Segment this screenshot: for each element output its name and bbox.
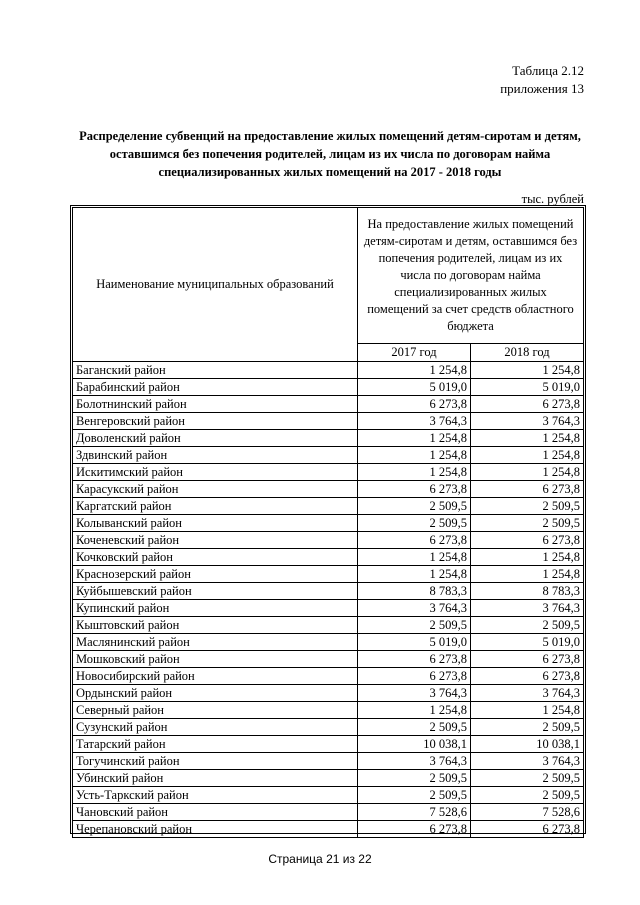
municipality-name-cell: Колыванский район bbox=[73, 515, 358, 532]
municipality-name-cell: Купинский район bbox=[73, 600, 358, 617]
table-row bbox=[73, 396, 584, 413]
municipality-name-cell: Краснозерский район bbox=[73, 566, 358, 583]
table-row bbox=[73, 736, 584, 753]
value-2018-cell: 1 254,8 bbox=[471, 549, 584, 566]
value-2018-cell: 6 273,8 bbox=[471, 532, 584, 549]
value-2018-cell: 3 764,3 bbox=[471, 753, 584, 770]
value-2018-cell: 2 509,5 bbox=[471, 770, 584, 787]
subvention-column-header: На предоставление жилых помещений детям-сиротам и детям, оставшимся без попечения родителей, лицам из их числа по договорам найма специализированных жилых помещений за счет средств областного бюджета bbox=[358, 208, 584, 344]
value-2017-cell: 1 254,8 bbox=[358, 430, 471, 447]
value-2018-cell: 6 273,8 bbox=[471, 668, 584, 685]
municipality-name-cell: Новосибирский район bbox=[73, 668, 358, 685]
value-2018-cell: 2 509,5 bbox=[471, 617, 584, 634]
municipality-column-header: Наименование муниципальных образований bbox=[73, 208, 358, 362]
table-row bbox=[73, 464, 584, 481]
page-footer: Страница 21 из 22 bbox=[268, 852, 372, 866]
value-2018-cell: 1 254,8 bbox=[471, 447, 584, 464]
value-2018-cell: 6 273,8 bbox=[471, 481, 584, 498]
table-row bbox=[73, 617, 584, 634]
table-row bbox=[73, 447, 584, 464]
value-2018-cell: 5 019,0 bbox=[471, 379, 584, 396]
municipality-name-cell: Северный район bbox=[73, 702, 358, 719]
table-body bbox=[73, 362, 584, 838]
municipality-name-cell: Кочковский район bbox=[73, 549, 358, 566]
table-row bbox=[73, 549, 584, 566]
value-2017-cell: 6 273,8 bbox=[358, 481, 471, 498]
table-row bbox=[73, 362, 584, 379]
municipality-name-cell: Черепановский район bbox=[73, 821, 358, 838]
municipality-name-cell: Болотнинский район bbox=[73, 396, 358, 413]
value-2018-cell: 1 254,8 bbox=[471, 464, 584, 481]
municipality-name-cell: Куйбышевский район bbox=[73, 583, 358, 600]
value-2018-cell: 6 273,8 bbox=[471, 396, 584, 413]
table-row bbox=[73, 532, 584, 549]
table-row bbox=[73, 804, 584, 821]
municipality-name-cell: Коченевский район bbox=[73, 532, 358, 549]
municipality-name-cell: Искитимский район bbox=[73, 464, 358, 481]
value-2017-cell: 3 764,3 bbox=[358, 685, 471, 702]
table-row bbox=[73, 651, 584, 668]
year-2017-header: 2017 год bbox=[358, 344, 471, 362]
municipality-name-cell: Барабинский район bbox=[73, 379, 358, 396]
municipality-name-cell: Ордынский район bbox=[73, 685, 358, 702]
table-row bbox=[73, 702, 584, 719]
units-label: тыс. рублей bbox=[521, 192, 584, 206]
value-2017-cell: 6 273,8 bbox=[358, 396, 471, 413]
table-row bbox=[73, 515, 584, 532]
municipality-name-cell: Мошковский район bbox=[73, 651, 358, 668]
value-2018-cell: 2 509,5 bbox=[471, 787, 584, 804]
value-2017-cell: 2 509,5 bbox=[358, 515, 471, 532]
value-2018-cell: 2 509,5 bbox=[471, 515, 584, 532]
value-2018-cell: 3 764,3 bbox=[471, 413, 584, 430]
value-2017-cell: 3 764,3 bbox=[358, 753, 471, 770]
table-row bbox=[73, 430, 584, 447]
table-row bbox=[73, 719, 584, 736]
value-2018-cell: 6 273,8 bbox=[471, 821, 584, 838]
municipality-name-cell: Усть-Таркский район bbox=[73, 787, 358, 804]
table-row bbox=[73, 583, 584, 600]
value-2017-cell: 3 764,3 bbox=[358, 413, 471, 430]
value-2018-cell: 3 764,3 bbox=[471, 685, 584, 702]
value-2017-cell: 2 509,5 bbox=[358, 770, 471, 787]
table-row bbox=[73, 498, 584, 515]
table-row bbox=[73, 821, 584, 838]
table-row bbox=[73, 668, 584, 685]
value-2017-cell: 2 509,5 bbox=[358, 498, 471, 515]
value-2017-cell: 5 019,0 bbox=[358, 634, 471, 651]
municipality-name-cell: Сузунский район bbox=[73, 719, 358, 736]
value-2018-cell: 2 509,5 bbox=[471, 498, 584, 515]
municipality-name-cell: Здвинский район bbox=[73, 447, 358, 464]
value-2017-cell: 6 273,8 bbox=[358, 651, 471, 668]
value-2018-cell: 1 254,8 bbox=[471, 702, 584, 719]
table-row bbox=[73, 481, 584, 498]
value-2018-cell: 1 254,8 bbox=[471, 430, 584, 447]
table-row bbox=[73, 685, 584, 702]
table-row bbox=[73, 379, 584, 396]
appendix-reference: приложения 13 bbox=[500, 81, 584, 96]
value-2017-cell: 1 254,8 bbox=[358, 702, 471, 719]
municipality-name-cell: Кыштовский район bbox=[73, 617, 358, 634]
value-2017-cell: 2 509,5 bbox=[358, 617, 471, 634]
value-2017-cell: 1 254,8 bbox=[358, 549, 471, 566]
value-2017-cell: 5 019,0 bbox=[358, 379, 471, 396]
table-header-row bbox=[73, 208, 584, 344]
table-row bbox=[73, 753, 584, 770]
value-2018-cell: 5 019,0 bbox=[471, 634, 584, 651]
subvention-table-wrapper bbox=[72, 207, 584, 838]
table-row bbox=[73, 600, 584, 617]
value-2017-cell: 1 254,8 bbox=[358, 566, 471, 583]
table-row bbox=[73, 787, 584, 804]
value-2017-cell: 8 783,3 bbox=[358, 583, 471, 600]
municipality-name-cell: Каргатский район bbox=[73, 498, 358, 515]
value-2017-cell: 6 273,8 bbox=[358, 821, 471, 838]
value-2018-cell: 6 273,8 bbox=[471, 651, 584, 668]
municipality-name-cell: Карасукский район bbox=[73, 481, 358, 498]
municipality-name-cell: Убинский район bbox=[73, 770, 358, 787]
table-row bbox=[73, 566, 584, 583]
table-row bbox=[73, 413, 584, 430]
year-2018-header: 2018 год bbox=[471, 344, 584, 362]
value-2017-cell: 7 528,6 bbox=[358, 804, 471, 821]
value-2017-cell: 1 254,8 bbox=[358, 362, 471, 379]
value-2018-cell: 1 254,8 bbox=[471, 362, 584, 379]
value-2017-cell: 6 273,8 bbox=[358, 532, 471, 549]
value-2018-cell: 1 254,8 bbox=[471, 566, 584, 583]
table-row bbox=[73, 770, 584, 787]
value-2017-cell: 10 038,1 bbox=[358, 736, 471, 753]
table-label-block bbox=[500, 62, 584, 98]
value-2017-cell: 2 509,5 bbox=[358, 719, 471, 736]
municipality-name-cell: Татарский район bbox=[73, 736, 358, 753]
table-number: Таблица 2.12 bbox=[512, 63, 584, 78]
municipality-name-cell: Баганский район bbox=[73, 362, 358, 379]
value-2017-cell: 3 764,3 bbox=[358, 600, 471, 617]
municipality-name-cell: Тогучинский район bbox=[73, 753, 358, 770]
subvention-table bbox=[72, 207, 584, 838]
value-2017-cell: 1 254,8 bbox=[358, 447, 471, 464]
value-2017-cell: 6 273,8 bbox=[358, 668, 471, 685]
value-2018-cell: 2 509,5 bbox=[471, 719, 584, 736]
municipality-name-cell: Венгеровский район bbox=[73, 413, 358, 430]
value-2018-cell: 8 783,3 bbox=[471, 583, 584, 600]
municipality-name-cell: Чановский район bbox=[73, 804, 358, 821]
table-row bbox=[73, 634, 584, 651]
municipality-name-cell: Маслянинский район bbox=[73, 634, 358, 651]
municipality-name-cell: Доволенский район bbox=[73, 430, 358, 447]
value-2017-cell: 1 254,8 bbox=[358, 464, 471, 481]
value-2018-cell: 3 764,3 bbox=[471, 600, 584, 617]
value-2017-cell: 2 509,5 bbox=[358, 787, 471, 804]
value-2018-cell: 10 038,1 bbox=[471, 736, 584, 753]
document-title: Распределение субвенций на предоставление жилых помещений детям-сиротам и детям, оставшимся без попечения родителей, лицам из их числа по договорам найма специализированных жилых помещений на 2017 - 2018 годы bbox=[79, 129, 581, 179]
value-2018-cell: 7 528,6 bbox=[471, 804, 584, 821]
